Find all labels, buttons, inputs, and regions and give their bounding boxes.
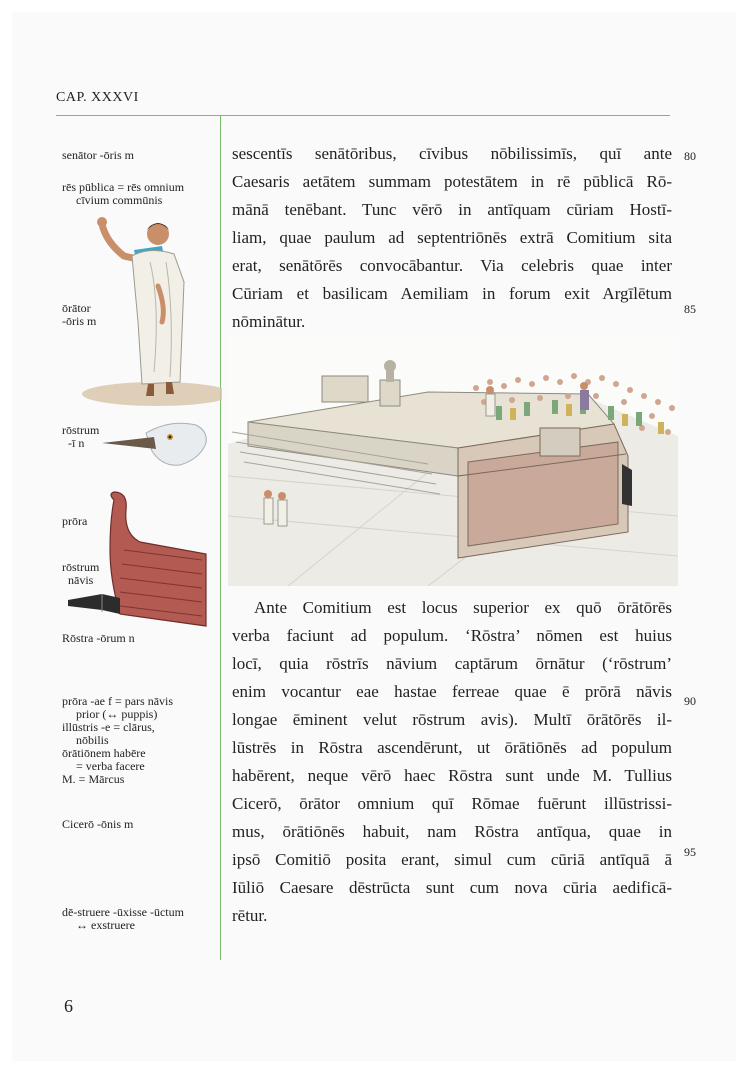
chapter-heading: CAP. XXXVI bbox=[56, 90, 139, 105]
note-line: cīvium commūnis bbox=[76, 193, 163, 207]
text-line: Caesaris aetātem summam potestātem in rē pūblicā Rō- bbox=[232, 172, 672, 191]
bird-beak-illustration bbox=[100, 415, 212, 473]
note-line: prōra bbox=[62, 514, 88, 528]
text-line: Cicerō, ōrātor omnium quī Rōmae fuērunt illūstrissi- bbox=[232, 794, 672, 813]
note-respublica bbox=[62, 181, 217, 207]
note-line: dē-struere -ūxisse -ūctum bbox=[62, 905, 184, 919]
header-rule bbox=[56, 115, 670, 116]
line-number: 85 bbox=[684, 302, 696, 316]
main-paragraph-1 bbox=[232, 140, 672, 336]
note-line: -ī n bbox=[68, 436, 85, 450]
note-line: senātor -ōris m bbox=[62, 148, 134, 162]
text-line: Iūliō Caesare dēstrūcta sunt cum nova cūria aedificā- bbox=[232, 878, 672, 897]
line-number: 90 bbox=[684, 694, 696, 708]
text-line: sescentīs senātōribus, cīvibus nōbilissimīs, quī ante bbox=[232, 144, 672, 163]
text-line: enim vocantur eae hastae ferreae quae ē prōrā nāvis bbox=[232, 682, 672, 701]
line-number: 80 bbox=[684, 149, 696, 163]
text-line: locī, quia rōstrīs nāvium captārum ōrnātur (‘rōstrum’ bbox=[232, 654, 672, 673]
note-line: ōrātiōnem habēre bbox=[62, 746, 146, 760]
note-cicero bbox=[62, 818, 217, 831]
note-senator bbox=[62, 149, 217, 162]
note-line: prior (↔ puppis) bbox=[76, 707, 158, 721]
text-line: Ante Comitium est locus superior ex quō ōrātōrēs bbox=[254, 598, 672, 617]
text-line: lūstrēs in Rōstra ascendērunt, ut ōrātiōnēs ad populum bbox=[232, 738, 672, 757]
line-number: 95 bbox=[684, 845, 696, 859]
text-line: mānā tenēbant. Tunc vērō in antīquam cūriam Hostī- bbox=[232, 200, 672, 219]
note-line: -ōris m bbox=[62, 314, 97, 328]
page-number: 6 bbox=[64, 996, 73, 1016]
note-line: illūstris -e = clārus, bbox=[62, 720, 155, 734]
text-line: verba faciunt ad populum. ‘Rōstra’ nōmen est huius bbox=[232, 626, 672, 645]
ship-prow-illustration bbox=[62, 490, 212, 630]
text-line: nōminātur. bbox=[232, 312, 306, 331]
note-line: ↔ exstruere bbox=[76, 918, 135, 932]
text-line: liam, quae paulum ad septentriōnēs extrā Comitium sita bbox=[232, 228, 672, 247]
note-line: M. = Mārcus bbox=[62, 772, 125, 786]
text-line: mus, ōrātiōnēs habuit, nam Rōstra antīqua, quae in bbox=[232, 822, 672, 841]
text-line: ipsō Comitiō posita erant, simul cum cūriā antīquā ā bbox=[232, 850, 672, 869]
note-line: ōrātor bbox=[62, 301, 91, 315]
note-line: nōbilis bbox=[76, 733, 109, 747]
text-line: rētur. bbox=[232, 906, 268, 925]
note-line: Cicerō -ōnis m bbox=[62, 817, 134, 831]
text-line: habērent, neque vērō haec Rōstra sunt unde M. Tullius bbox=[232, 766, 672, 785]
note-glosses bbox=[62, 695, 217, 786]
note-line: nāvis bbox=[68, 573, 94, 587]
note-line: prōra -ae f = pars nāvis bbox=[62, 694, 174, 708]
note-rostra bbox=[62, 632, 217, 645]
rostra-scene-illustration bbox=[228, 336, 678, 586]
text-line: Cūriam et basilicam Aemiliam in forum exit Argīlētum bbox=[232, 284, 672, 303]
note-line: rōstrum bbox=[62, 423, 100, 437]
note-destruere bbox=[62, 906, 217, 932]
main-paragraph-2 bbox=[232, 594, 672, 930]
note-line: rōstrum bbox=[62, 560, 100, 574]
note-line: rēs pūblica = rēs omnium bbox=[62, 180, 185, 194]
orator-illustration bbox=[62, 212, 222, 412]
text-line: longae ēminent velut rōstrum avis). Multī ōrātōrēs il- bbox=[232, 710, 672, 729]
note-line: = verba facere bbox=[76, 759, 145, 773]
note-line: Rōstra -ōrum n bbox=[62, 631, 135, 645]
text-line: erat, senātōrēs convocābantur. Via celebris quae inter bbox=[232, 256, 672, 275]
